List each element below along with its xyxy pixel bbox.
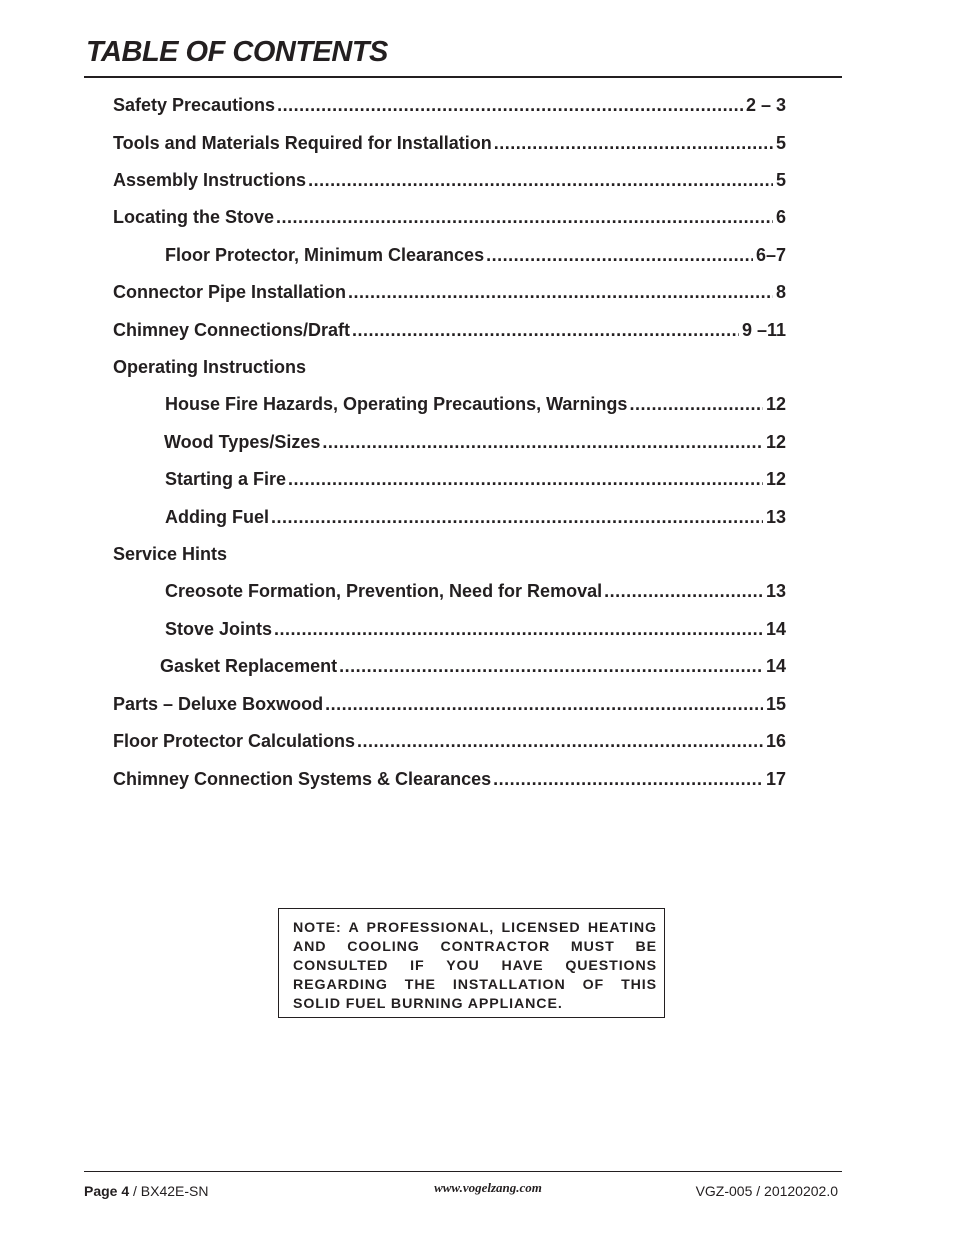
toc-entry-assembly-instructions[interactable] bbox=[113, 169, 786, 191]
toc-entry-floor-protector-clearances[interactable] bbox=[165, 244, 786, 266]
toc-entry-page: 5 bbox=[775, 133, 786, 153]
toc-entry-label: Wood Types/Sizes bbox=[164, 432, 321, 452]
toc-entry-connector-pipe-installation[interactable] bbox=[113, 281, 786, 303]
footer-page-number: Page 4 bbox=[84, 1183, 130, 1199]
toc-dot-leader bbox=[486, 244, 753, 266]
toc-entry-page: 15 bbox=[765, 694, 786, 714]
toc-entry-label: Parts – Deluxe Boxwood bbox=[113, 694, 324, 714]
toc-entry-parts-deluxe-boxwood[interactable] bbox=[113, 693, 786, 715]
toc-dot-leader bbox=[325, 693, 763, 715]
toc-dot-leader bbox=[308, 169, 773, 191]
toc-entry-floor-protector-calculations[interactable] bbox=[113, 730, 786, 752]
toc-entry-page: 12 bbox=[765, 432, 786, 452]
toc-section-label: Operating Instructions bbox=[113, 357, 307, 377]
toc-entry-label: Stove Joints bbox=[165, 619, 273, 639]
toc-entry-page: 12 bbox=[765, 469, 786, 489]
toc-entry-page: 8 bbox=[775, 282, 786, 302]
toc-entry-house-fire-hazards[interactable] bbox=[165, 393, 786, 415]
toc-entry-chimney-connections-draft[interactable] bbox=[113, 319, 786, 341]
toc-dot-leader bbox=[288, 468, 763, 490]
toc-entry-label: Assembly Instructions bbox=[113, 170, 307, 190]
toc-entry-page: 6–7 bbox=[755, 245, 786, 265]
toc-dot-leader bbox=[493, 768, 763, 790]
toc-dot-leader bbox=[352, 319, 739, 341]
toc-dot-leader bbox=[348, 281, 773, 303]
toc-entry-page: 13 bbox=[765, 581, 786, 601]
toc-entry-label: Connector Pipe Installation bbox=[113, 282, 347, 302]
toc-entry-page: 13 bbox=[765, 507, 786, 527]
toc-dot-leader bbox=[276, 206, 773, 228]
footer-model: / BX42E-SN bbox=[129, 1183, 209, 1199]
toc-entry-page: 14 bbox=[765, 619, 786, 639]
toc-entry-page: 12 bbox=[765, 394, 786, 414]
toc-entry-label: Tools and Materials Required for Installation bbox=[113, 133, 492, 153]
toc-entry-locating-the-stove[interactable] bbox=[113, 206, 786, 228]
toc-dot-leader bbox=[274, 618, 763, 640]
toc-entry-label: Floor Protector Calculations bbox=[113, 731, 356, 751]
toc-dot-leader bbox=[629, 393, 763, 415]
toc-entry-label: Creosote Formation, Prevention, Need for Removal bbox=[165, 581, 603, 601]
toc-section-label: Service Hints bbox=[113, 544, 228, 564]
title-divider bbox=[84, 76, 842, 78]
toc-entry-label: Safety Precautions bbox=[113, 95, 276, 115]
toc-entry-page: 2 – 3 bbox=[745, 95, 786, 115]
toc-section-service-hints[interactable] bbox=[113, 543, 227, 565]
toc-entry-stove-joints[interactable] bbox=[165, 618, 786, 640]
toc-entry-page: 9 –11 bbox=[741, 320, 786, 340]
toc-entry-label: Starting a Fire bbox=[165, 469, 287, 489]
toc-entry-label: Gasket Replacement bbox=[160, 656, 338, 676]
toc-entry-page: 14 bbox=[765, 656, 786, 676]
toc-entry-page: 5 bbox=[775, 170, 786, 190]
toc-dot-leader bbox=[271, 506, 763, 528]
toc-dot-leader bbox=[494, 132, 773, 154]
toc-entry-tools-and-materials[interactable] bbox=[113, 132, 786, 154]
note-text: NOTE: A PROFESSIONAL, LICENSED HEATING AND COOLING CONTRACTOR MUST BE CONSULTED IF YOU HAVE QUESTIONS REGARDING THE INSTALLATION OF THIS SOLID FUEL BURNING APPLIANCE. bbox=[293, 920, 657, 1012]
toc-entry-creosote-formation[interactable] bbox=[165, 580, 786, 602]
page-title: TABLE OF CONTENTS bbox=[86, 36, 388, 68]
toc-section-operating-instructions[interactable] bbox=[113, 356, 306, 378]
toc-entry-page: 6 bbox=[775, 207, 786, 227]
footer-website: www.vogelzang.com bbox=[434, 1180, 542, 1195]
toc-entry-page: 17 bbox=[765, 769, 786, 789]
footer-doc-code: VGZ-005 / 20120202.0 bbox=[695, 1183, 838, 1199]
toc-entry-starting-a-fire[interactable] bbox=[165, 468, 786, 490]
toc-entry-page: 16 bbox=[765, 731, 786, 751]
toc-dot-leader bbox=[357, 730, 763, 752]
toc-entry-adding-fuel[interactable] bbox=[165, 506, 786, 528]
toc-entry-label: Adding Fuel bbox=[165, 507, 269, 527]
toc-entry-gasket-replacement[interactable] bbox=[160, 655, 786, 677]
toc-entry-chimney-connection-systems[interactable] bbox=[113, 768, 786, 790]
footer-divider bbox=[84, 1171, 842, 1172]
toc-dot-leader bbox=[604, 580, 763, 602]
toc-dot-leader bbox=[277, 94, 743, 116]
toc-entry-label: Floor Protector, Minimum Clearances bbox=[165, 245, 485, 265]
toc-dot-leader bbox=[339, 655, 763, 677]
toc-entry-label: Chimney Connections/Draft bbox=[113, 320, 351, 340]
toc-entry-label: Chimney Connection Systems & Clearances bbox=[113, 769, 492, 789]
toc-entry-safety-precautions[interactable] bbox=[113, 94, 786, 116]
toc-dot-leader bbox=[322, 431, 763, 453]
note-box bbox=[278, 908, 665, 1018]
toc-entry-label: House Fire Hazards, Operating Precautions, Warnings bbox=[165, 394, 628, 414]
toc-entry-label: Locating the Stove bbox=[113, 207, 275, 227]
toc-entry-wood-types-sizes[interactable] bbox=[164, 431, 786, 453]
